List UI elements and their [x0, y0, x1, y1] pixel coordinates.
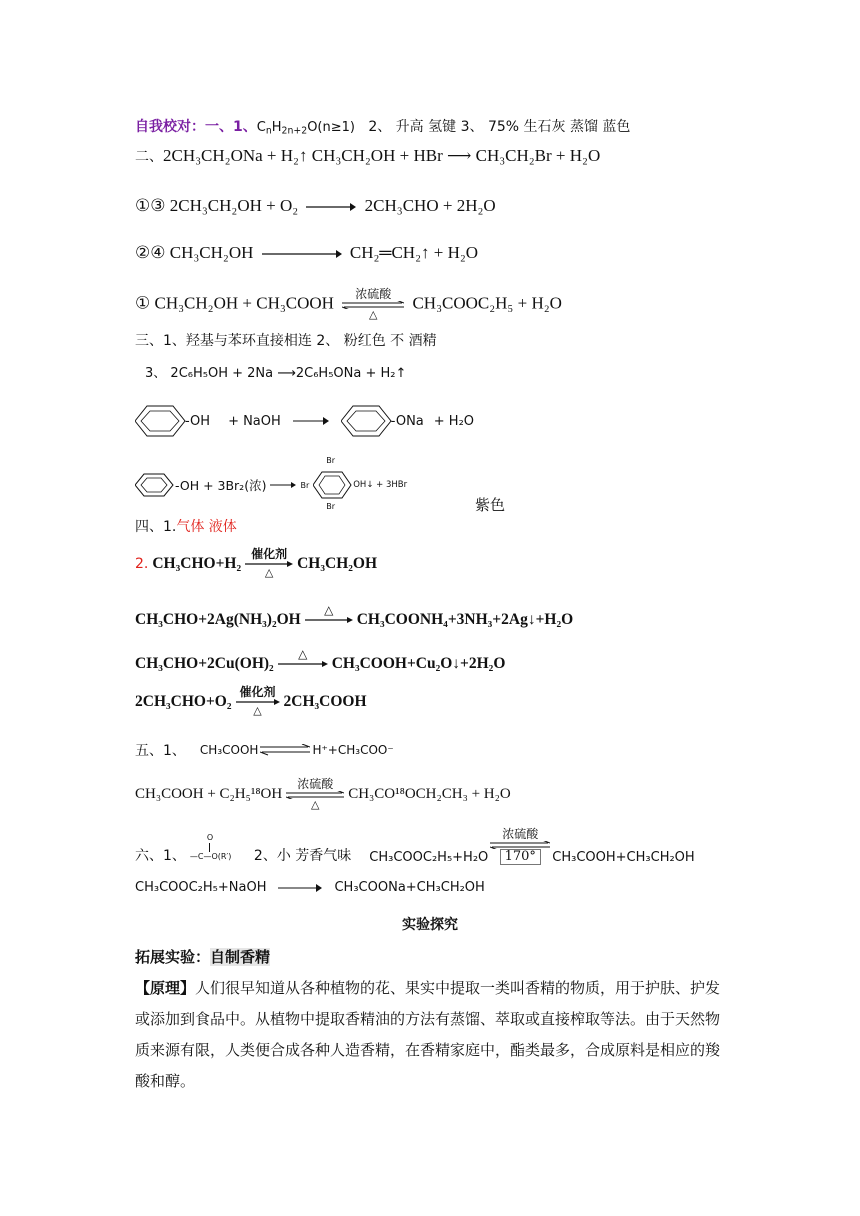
saponification-eq: CH₃COOC₂H₅+NaOH CH₃COONa+CH₃CH₂OH [135, 880, 485, 895]
section-4-red-answer: 气体 液体 [176, 519, 237, 535]
reversible-arrow-icon [490, 841, 550, 849]
reaction-condition: 浓硫酸 △ [342, 288, 404, 321]
section-5-esterification: CH₃COOH + C₂H₅¹⁸OH 浓硫酸 △ CH₃CO¹⁸OCH₂CH₃ + H₂O [135, 777, 511, 811]
eq3-label: ②④ [135, 243, 166, 262]
line1-prefix: 一、1、 [205, 119, 257, 135]
self-check-label: 自我校对： [135, 119, 205, 135]
reversible-arrow-icon [260, 744, 310, 756]
eq3-right: CH₂═CH₂↑ + H₂O [349, 243, 479, 262]
section-2-eq4 [135, 288, 562, 321]
principle-text: 人们很早知道从各种植物的花、果实中提取一类叫香精的物质，用于护肤、护发或添加到食品中。从植物中提取香精油的方法有蒸馏、萃取或直接榨取等法。由于天然物质来源有限，人类便合成各种人造香精，在香精家庭中，酯类最多，合成原料是相应的羧酸和醇。 [135, 979, 721, 1090]
section-3-eq: 3、 2C₆H₅OH + 2Na ⟶2C₆H₅ONa + H₂↑ [145, 366, 407, 381]
eq3-left: CH₃CH₂OH [169, 243, 254, 262]
arrow-icon [293, 416, 329, 426]
section-2-eq1 [135, 146, 600, 166]
eq2-label: ①③ [135, 196, 166, 215]
benzene-ring-icon [313, 470, 353, 500]
section-2-label: 二、 [135, 149, 163, 165]
arrow-icon [262, 249, 342, 259]
arrow-icon [270, 480, 296, 490]
section-2-eq2 [135, 196, 496, 216]
eq4-label: ① [135, 293, 151, 313]
section-2-eq3 [135, 243, 478, 263]
principle-paragraph [135, 973, 730, 1097]
section-3-line: 三、1、羟基与苯环直接相连 2、 粉红色 不 酒精 [135, 333, 437, 349]
reversible-arrow-icon [342, 301, 404, 309]
section-title: 实验探究 [402, 917, 458, 933]
bromination-eq: -OH + 3Br₂(浓) Br Br Br OH↓ + 3HBr [135, 458, 407, 512]
aldehyde-eq3: CH₃CHO+2Cu(OH)₂ △ CH₃COOH+Cu₂O↓+2H₂O [135, 647, 506, 672]
phenol-naoh-eq: -OH + NaOH -ONa + H₂O [135, 404, 474, 438]
arrow-icon [306, 202, 356, 212]
aldehyde-eq2: CH₃CHO+2Ag(NH₃)₂OH △ CH₃COONH₄+3NH₃+2Ag↓+H₂O [135, 603, 574, 628]
section-6-line: 六、1、 O —C—O(R′) 2、小 芳香气味 CH₃COOC₂H₅+H₂O 浓硫酸 170° CH₃COOH+CH₃CH₂OH [135, 827, 695, 865]
color-answer: 紫色 [475, 496, 506, 514]
highlighted-topic: 自制香精 [210, 948, 271, 966]
general-formula: $C_nH_{2n+2}O(n\ge 1)$ [256, 120, 355, 137]
answer-line-1 [135, 116, 630, 136]
ester-group: O —C—O(R′) [189, 833, 232, 861]
eq4-left: CH₃CH₂OH + CH₃COOH [154, 293, 334, 313]
eq-ethoxide-hbr: 2CH₃CH₂ONa + H₂↑ CH₃CH₂OH + HBr ⟶ CH₃CH₂Br + H₂O [163, 146, 601, 165]
eq4-right: CH₃COOC₂H₅ + H₂O [412, 293, 562, 313]
tribromophenol: Br Br [309, 458, 353, 512]
principle-label: 【原理】 [135, 979, 196, 997]
reversible-arrow-icon [286, 791, 344, 799]
aldehyde-eq1: 2. CH₃CHO+H₂ 催化剂 △ CH₃CH₂OH [135, 547, 378, 579]
eq2-right: 2CH₃CHO + 2H₂O [364, 196, 496, 215]
line1-rest: 2、 升高 氢键 3、 75% 生石灰 蒸馏 蓝色 [368, 119, 631, 135]
section-4-line: 四、1.气体 液体 [135, 519, 237, 535]
eq2-left: 2CH₃CH₂OH + O₂ [169, 196, 299, 215]
aldehyde-eq4: 2CH₃CHO+O₂ 催化剂 △ 2CH₃COOH [135, 685, 367, 717]
arrow-icon [278, 883, 322, 893]
section-5-ionization: 五、1、 CH₃COOH H⁺+CH₃COO⁻ [135, 743, 394, 759]
subtitle: 拓展实验：自制香精 [135, 948, 271, 966]
